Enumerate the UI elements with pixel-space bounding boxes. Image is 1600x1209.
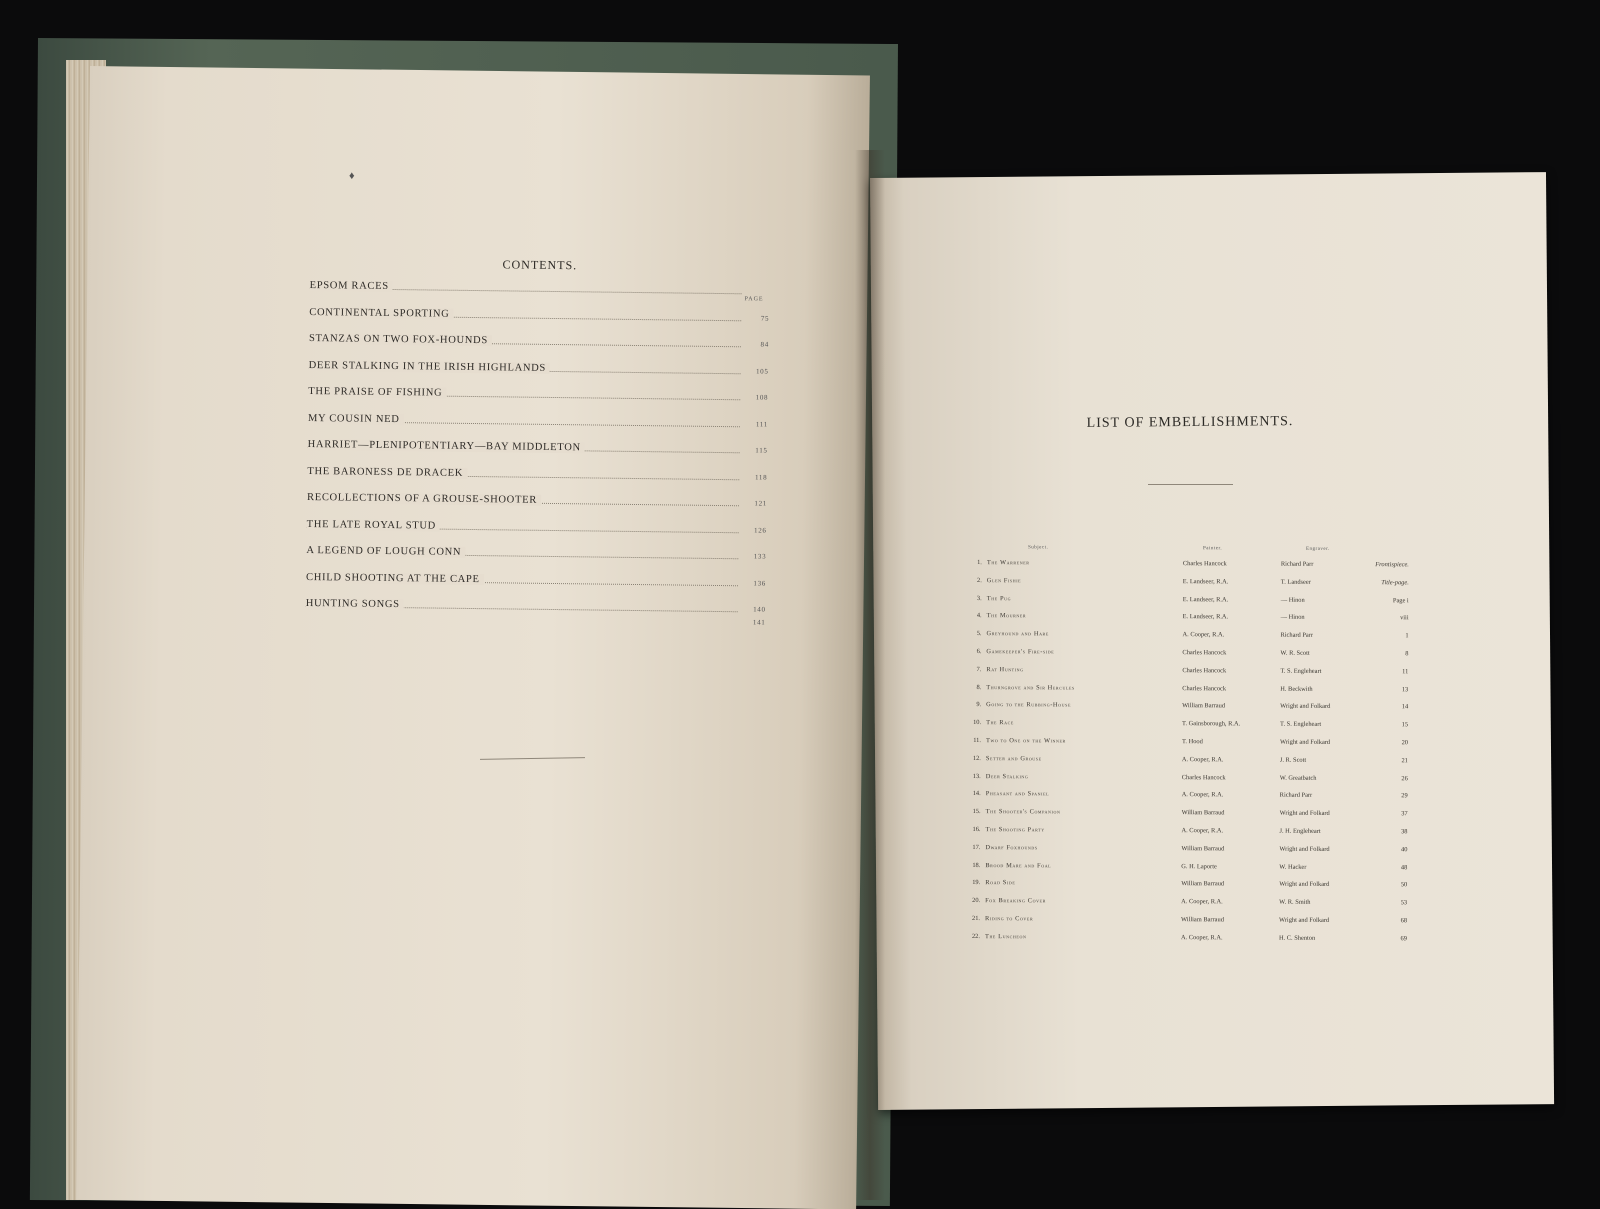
row-painter: William Barraud (1182, 702, 1226, 710)
row-painter: Charles Hancock (1182, 649, 1227, 657)
row-painter: A. Cooper, R.A. (1181, 755, 1224, 764)
row-engraver: Richard Parr (1280, 560, 1314, 568)
row-page: 40 (1401, 846, 1408, 854)
table-row (968, 577, 1409, 597)
row-number: 17. (972, 843, 981, 851)
row-engraver: Richard Parr (1279, 791, 1313, 800)
row-engraver: H. Beckwith (1280, 685, 1313, 693)
row-engraver: T. S. Engleheart (1280, 720, 1322, 729)
header-painter: Painter. (1202, 546, 1223, 552)
table-row (967, 773, 1408, 793)
row-painter: William Barraud (1181, 844, 1225, 853)
row-number: 21. (972, 914, 981, 923)
entry-title: STANZAS ON TWO FOX-HOUNDS (309, 333, 492, 346)
entry-page: 84 (760, 340, 769, 349)
page-mark: ♦ (349, 170, 355, 182)
table-row (967, 790, 1408, 810)
entry-page: 75 (760, 314, 770, 323)
row-painter: E. Landseer, R.A. (1182, 595, 1229, 603)
entry-title: RECOLLECTIONS OF A GROUSE-SHOOTER (307, 492, 541, 506)
row-painter: William Barraud (1181, 916, 1224, 924)
row-subject: Brood Mare and Foal (985, 861, 1052, 869)
table-row (967, 666, 1408, 686)
row-number: 13. (972, 772, 981, 780)
row-number: 3. (976, 594, 982, 602)
row-engraver: W. R. Smith (1279, 898, 1311, 906)
row-subject: Thurngrove and Sir Hercules (986, 683, 1075, 692)
row-number: 18. (972, 861, 981, 869)
table-row (968, 559, 1409, 579)
row-number: 6. (976, 648, 982, 656)
table-row (966, 826, 1407, 846)
table-row (967, 684, 1408, 704)
entry-page: 115 (755, 446, 768, 455)
row-engraver: T. S. Engleheart (1280, 667, 1322, 675)
entry-page: 136 (753, 578, 767, 588)
row-number: 1. (977, 559, 982, 567)
row-engraver: J. H. Engleheart (1279, 827, 1321, 835)
entry-title: MY COUSIN NED (308, 412, 404, 424)
row-engraver: H. C. Shenton (1278, 934, 1316, 942)
row-subject: Pheasant and Spaniel (985, 790, 1050, 798)
row-engraver: W. R. Scott (1280, 649, 1310, 657)
row-subject: Glen Fishie (986, 576, 1022, 585)
row-painter: A. Cooper, R.A. (1181, 827, 1224, 835)
book-gutter (855, 150, 885, 1200)
row-painter: Charles Hancock (1181, 773, 1226, 781)
row-engraver: Wright and Folkard (1279, 916, 1330, 924)
row-painter: Charles Hancock (1182, 684, 1227, 692)
row-engraver: W. Hacker (1279, 863, 1307, 871)
row-subject: Rat Hunting (986, 665, 1024, 674)
row-page: 38 (1401, 828, 1408, 836)
row-painter: William Barraud (1181, 809, 1225, 817)
row-page: viii (1400, 614, 1409, 622)
row-page: 29 (1401, 792, 1408, 800)
row-subject: The Warrener (986, 559, 1030, 567)
table-row (968, 595, 1409, 615)
row-engraver: Wright and Folkard (1280, 703, 1331, 711)
row-painter: T. Hood (1181, 738, 1203, 746)
row-page: 26 (1401, 774, 1408, 782)
row-subject: The Mourner (986, 612, 1027, 620)
entry-title: THE BARONESS DE DRACEK (307, 465, 467, 478)
row-engraver: Wright and Folkard (1279, 809, 1330, 818)
row-number: 22. (971, 932, 980, 940)
entry-page: 133 (753, 552, 767, 561)
row-page: 11 (1402, 668, 1409, 676)
row-subject: Dwarf Foxhounds (985, 843, 1038, 852)
row-engraver: W. Greatbatch (1279, 774, 1317, 782)
row-painter: A. Cooper, R.A. (1180, 933, 1223, 942)
row-page: 1 (1405, 632, 1409, 640)
row-subject: Deer Stalking (985, 772, 1029, 780)
entry-page: 140 (753, 605, 766, 614)
divider-rule (1148, 484, 1233, 485)
table-row (967, 701, 1408, 721)
contents-title: CONTENTS. (502, 257, 578, 273)
row-painter: Charles Hancock (1182, 666, 1227, 675)
row-engraver: T. Landseer (1280, 578, 1311, 586)
row-painter: G. H. Laporte (1181, 862, 1217, 870)
row-subject: The Shooting Party (985, 826, 1045, 834)
entry-title: HARRIET—PLENIPOTENTIARY—BAY MIDDLETON (308, 439, 585, 453)
table-row (966, 862, 1407, 882)
row-page: 14 (1401, 703, 1409, 711)
entry-page: 105 (755, 366, 769, 376)
table-row (966, 844, 1407, 864)
row-number: 15. (972, 808, 981, 816)
contents-list (305, 255, 770, 657)
row-number: 10. (973, 719, 982, 727)
table-row (966, 933, 1407, 953)
row-number: 8. (976, 683, 982, 691)
row-subject: Gamekeeper's Fire-side (986, 648, 1055, 656)
header-engraver: Engraver. (1305, 546, 1330, 552)
row-engraver: — Hinon (1280, 614, 1305, 622)
row-number: 2. (976, 576, 982, 584)
row-number: 19. (972, 879, 981, 887)
row-number: 7. (976, 665, 982, 673)
row-engraver: — Hinon (1280, 596, 1305, 604)
row-number: 5. (976, 630, 982, 638)
row-page: Frontispiece. (1375, 561, 1409, 569)
page-column-header: PAGE (744, 296, 764, 303)
row-subject: Greyhound and Hare (986, 630, 1049, 638)
row-page: 68 (1400, 917, 1408, 925)
row-subject: The Luncheon (984, 932, 1027, 941)
row-painter: William Barraud (1181, 880, 1225, 888)
row-subject: Setter and Grouse (985, 754, 1042, 763)
row-painter: A. Cooper, R.A. (1181, 898, 1223, 906)
entry-title: A LEGEND OF LOUGH CONN (306, 545, 465, 558)
entry-page: 126 (754, 525, 767, 535)
row-engraver: Richard Parr (1280, 631, 1314, 639)
row-subject: The Pug (986, 594, 1012, 602)
table-row (966, 879, 1407, 899)
row-page: 15 (1401, 721, 1409, 729)
trailing-page-number (305, 617, 766, 656)
entry-title: CONTINENTAL SPORTING (309, 306, 453, 319)
row-number: 9. (976, 701, 982, 709)
row-number: 20. (972, 897, 981, 905)
row-page: 20 (1401, 739, 1408, 747)
row-subject: Fox Breaking Cover (985, 897, 1046, 905)
row-page: 37 (1401, 810, 1408, 818)
entry-title: HUNTING SONGS (306, 598, 404, 610)
row-page: 50 (1400, 881, 1408, 889)
row-page: Page i (1392, 596, 1409, 604)
row-painter: A. Cooper, R.A. (1182, 631, 1225, 639)
table-row (966, 897, 1407, 917)
row-subject: Road Side (985, 879, 1016, 887)
entry-page: 141 (752, 617, 766, 627)
entry-title: EPSOM RACES (310, 280, 393, 292)
row-page: 13 (1401, 685, 1409, 693)
table-row (967, 648, 1408, 668)
table-row (967, 737, 1408, 757)
row-subject: The Race (986, 719, 1014, 727)
entry-title: THE LATE ROYAL STUD (307, 518, 440, 531)
row-subject: Two to One on the Winner (985, 737, 1066, 745)
row-subject: Riding to Cover (985, 915, 1034, 923)
row-number: 16. (972, 825, 981, 834)
row-painter: Charles Hancock (1182, 560, 1227, 568)
row-subject: The Shooter's Companion (985, 808, 1061, 816)
table-row (967, 755, 1408, 775)
entry-title: THE PRAISE OF FISHING (308, 386, 446, 399)
table-row (968, 612, 1409, 632)
entry-page: 108 (755, 393, 769, 402)
row-subject: Going to the Rubbing-House (986, 701, 1072, 709)
table-row (967, 808, 1408, 828)
row-painter: T. Gainsborough, R.A. (1182, 720, 1241, 728)
entry-page: 111 (755, 419, 769, 429)
row-number: 14. (972, 790, 981, 798)
header-subject: Subject. (1027, 545, 1049, 551)
row-page: 69 (1400, 935, 1407, 943)
row-engraver: Wright and Folkard (1279, 845, 1330, 853)
table-row (967, 719, 1408, 739)
row-painter: A. Cooper, R.A. (1181, 791, 1224, 799)
entry-title: DEER STALKING IN THE IRISH HIGHLANDS (309, 359, 550, 373)
row-page: 8 (1405, 650, 1409, 658)
table-row (966, 915, 1407, 935)
row-painter: E. Landseer, R.A. (1182, 613, 1229, 621)
row-painter: E. Landseer, R.A. (1182, 577, 1229, 586)
row-engraver: J. R. Scott (1279, 756, 1307, 764)
row-number: 12. (972, 754, 981, 762)
row-page: 53 (1400, 899, 1408, 907)
entry-page: 118 (754, 472, 768, 482)
embellishments-title: LIST OF EMBELLISHMENTS. (1086, 414, 1294, 431)
entry-page: 121 (754, 499, 768, 508)
row-number: 11. (973, 736, 981, 745)
row-engraver: Wright and Folkard (1279, 880, 1330, 889)
row-engraver: Wright and Folkard (1279, 738, 1331, 746)
row-page: 48 (1400, 863, 1408, 871)
row-page: Title-page. (1381, 578, 1409, 587)
row-number: 4. (976, 612, 982, 620)
embellishments-table (966, 545, 1409, 953)
row-page: 21 (1401, 757, 1408, 765)
table-row (967, 630, 1408, 650)
entry-title: CHILD SHOOTING AT THE CAPE (306, 571, 484, 584)
